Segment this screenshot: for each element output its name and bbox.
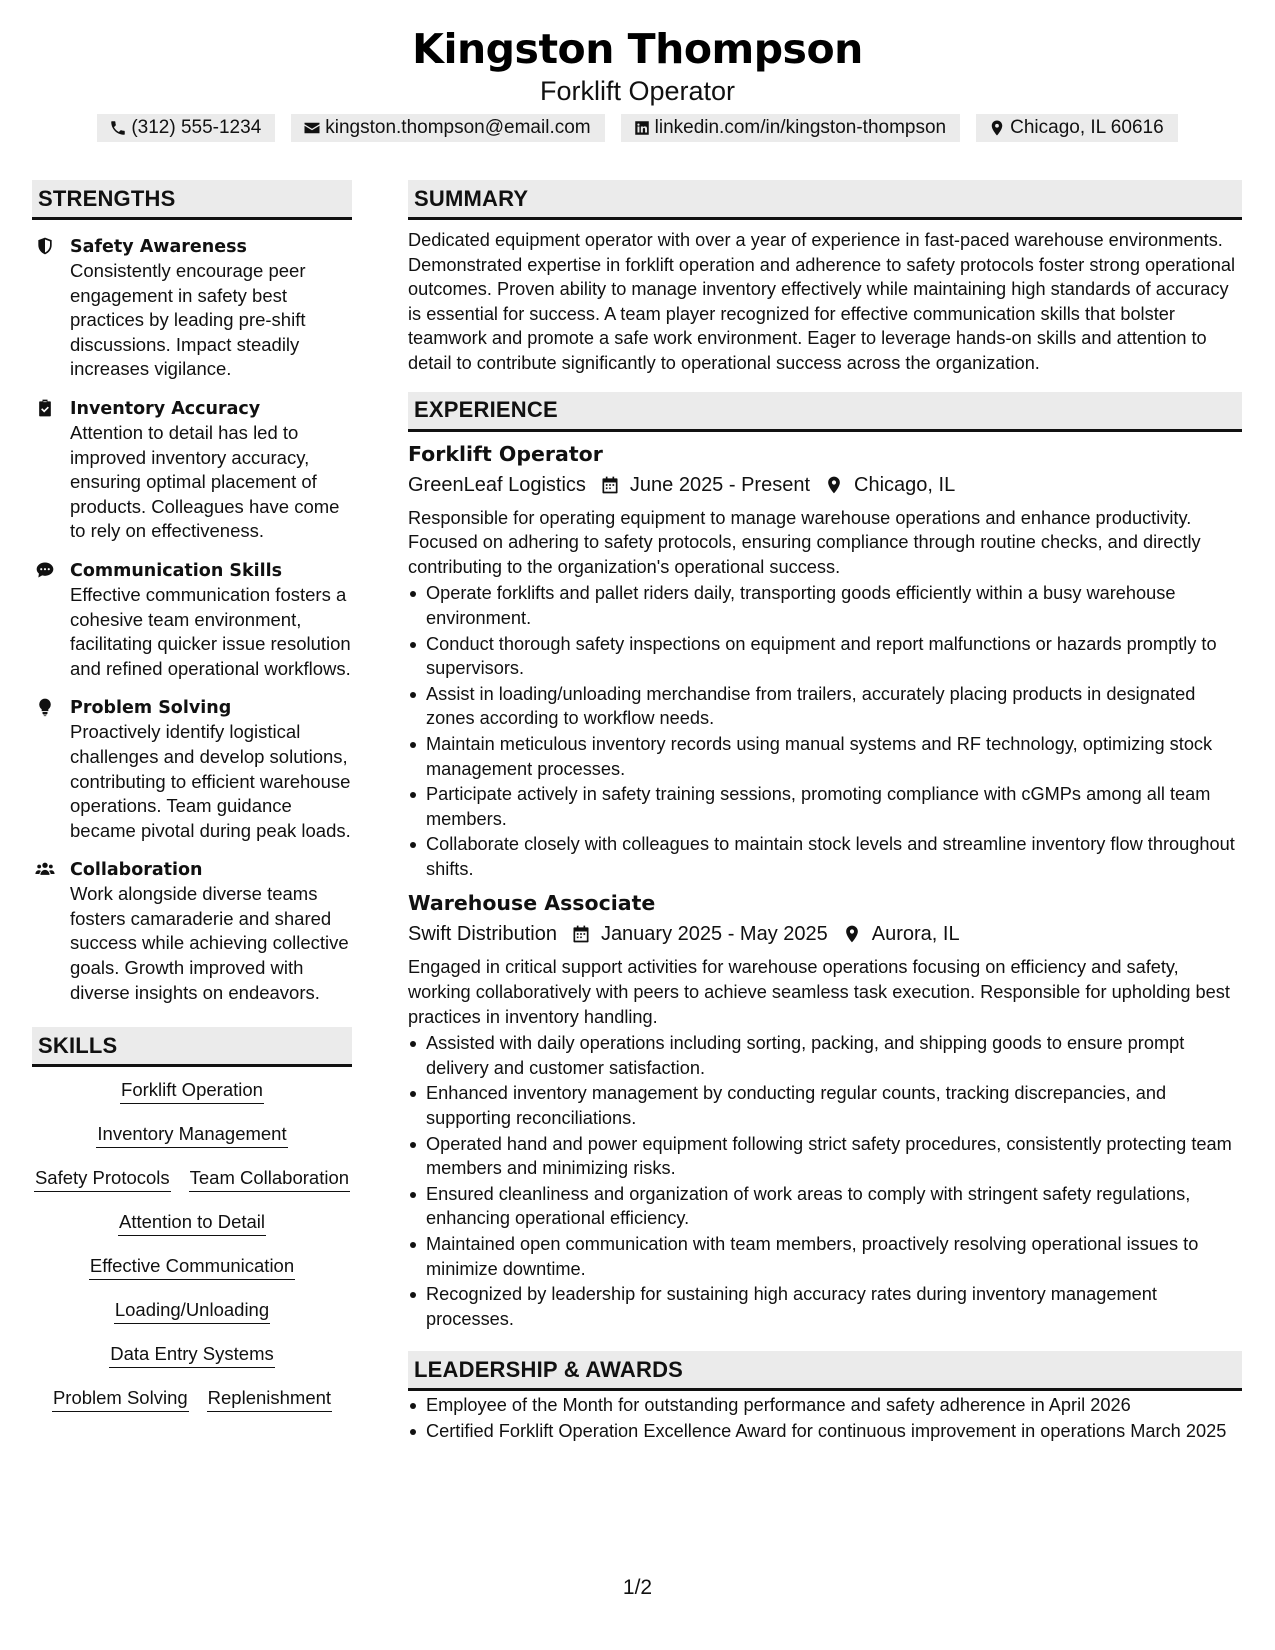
strength-desc: Consistently encourage peer engagement in safety best practices by leading pre-shift discussions. Impact steadily increases vigilance. [70,260,306,380]
skills-list [32,1067,352,1429]
job-description: Engaged in critical support activities for warehouse operations focusing on efficiency and safety, working collaboratively with peers to achieve seamless task execution. Responsible for upholding best practices in inventory handling. [408,957,1230,1027]
job-company: Swift Distribution [408,923,557,946]
contact-phone-text: (312) 555-1234 [131,117,262,138]
bullet-item: Maintain meticulous inventory records using manual systems and RF technology, optimizing stock management processes. [408,732,1242,781]
skills-section [32,1027,352,1429]
strength-desc: Proactively identify logistical challenges and develop solutions, contributing to efficient warehouse operations. Team guidance became pivotal during peak loads. [70,721,351,841]
contact-linkedin-text: linkedin.com/in/kingston-thompson [654,117,947,138]
contact-bar [0,114,1275,142]
strength-title: Communication Skills [70,560,283,581]
award-item: Certified Forklift Operation Excellence Award for continuous improvement in operations March 2025 [408,1419,1242,1444]
strength-item [32,235,352,382]
skills-heading: SKILLS [32,1027,352,1067]
bullet-item: Assist in loading/unloading merchandise from trailers, accurately placing products in designated zones according to workflow needs. [408,682,1242,731]
awards-heading: LEADERSHIP & AWARDS [408,1351,1242,1391]
job-meta [408,470,1242,500]
candidate-role: Forklift Operator [539,76,736,106]
location-pin-icon [842,924,862,944]
page-number: 1/2 [622,1576,653,1599]
strength-title: Collaboration [70,860,203,881]
contact-email[interactable] [291,114,604,142]
left-column [32,180,352,1429]
job-meta [408,919,1242,949]
bullet-item: Enhanced inventory management by conducting regular counts, tracking discrepancies, and supporting reconciliations. [408,1081,1242,1130]
skill-tag: Loading/Unloading [114,1297,270,1324]
calendar-icon [600,475,620,495]
bullet-item: Participate actively in safety training sessions, promoting compliance with cGMPs among all team members. [408,782,1242,831]
candidate-name: Kingston Thompson [412,25,863,73]
job-bullets [408,581,1242,881]
job-dates: January 2025 - May 2025 [600,923,828,946]
skill-tag: Data Entry Systems [109,1341,274,1368]
location-pin-icon [824,475,844,495]
bullet-item: Maintained open communication with team members, proactively resolving operational issues to minimize downtime. [408,1232,1242,1281]
job-entry [408,440,1242,882]
job-company: GreenLeaf Logistics [408,473,586,496]
location-pin-icon [988,119,1006,137]
bullet-item: Ensured cleanliness and organization of work areas to comply with stringent safety regulations, enhancing operational efficiency. [408,1182,1242,1231]
bullet-item: Assisted with daily operations including sorting, packing, and shipping goods to ensure prompt delivery and customer satisfaction. [408,1031,1242,1080]
awards-list [408,1393,1242,1443]
comments-icon [35,560,55,580]
job-bullets [408,1031,1242,1331]
contact-email-text: kingston.thompson@email.com [325,117,591,138]
phone-icon [109,119,127,137]
skill-tag: Replenishment [207,1385,332,1412]
strength-desc: Attention to detail has led to improved inventory accuracy, ensuring optimal placement of products. Colleagues have come to rely on effectiveness. [70,421,340,542]
skill-tag: Team Collaboration [189,1165,350,1192]
strength-title: Safety Awareness [70,237,247,257]
calendar-icon [571,924,591,944]
clipboard-check-icon [35,398,55,418]
linkedin-icon [633,119,651,137]
skill-tag: Safety Protocols [34,1165,171,1192]
strength-item [32,696,352,843]
job-entry [408,889,1242,1331]
job-location: Aurora, IL [871,923,960,946]
experience-heading: EXPERIENCE [408,392,1242,432]
strength-item [32,397,352,544]
contact-phone[interactable] [97,114,275,142]
resume-header [0,22,1275,106]
job-title: Warehouse Associate [408,891,656,916]
skill-tag: Forklift Operation [120,1077,264,1104]
strength-desc: Effective communication fosters a cohesive team environment, facilitating quicker issue resolution and refined operational workflows. [70,583,351,679]
shield-icon [35,236,55,256]
strength-item [32,559,352,681]
job-dates: June 2025 - Present [629,473,811,496]
users-icon [35,859,55,879]
job-location: Chicago, IL [854,473,956,496]
strength-title: Problem Solving [70,698,232,719]
strengths-heading: STRENGTHS [32,180,352,220]
contact-linkedin[interactable] [621,114,961,142]
bullet-item: Operated hand and power equipment following strict safety procedures, consistently protecting team members and minimizing risks. [408,1132,1242,1181]
skill-tag: Effective Communication [89,1253,295,1280]
summary-heading: SUMMARY [408,180,1242,220]
right-column [408,180,1242,1445]
strength-title: Inventory Accuracy [70,398,261,419]
contact-location-text: Chicago, IL 60616 [1010,117,1164,138]
lightbulb-icon [35,697,55,717]
contact-location [976,114,1178,142]
bullet-item: Recognized by leadership for sustaining high accuracy rates during inventory management processes. [408,1282,1242,1331]
skill-tag: Inventory Management [96,1121,287,1148]
strength-desc: Work alongside diverse teams fosters camaraderie and shared success while achieving collective goals. Growth improved with diverse insights on endeavors. [70,883,349,1003]
summary-text: Dedicated equipment operator with over a year of experience in fast-paced warehouse environments. Demonstrated expertise in forklift operation and adherence to safety protocols foster strong operational outcomes. Proven ability to manage inventory effectively while maintaining high standards of accuracy is essential for success. A team player recognized for effective communication skills that bolster teamwork and promote a safe work environment. Eager to leverage hands-on skills and attention to detail to contribute significantly to operational success across the organization. [408,230,1235,373]
bullet-item: Collaborate closely with colleagues to maintain stock levels and streamline inventory flow throughout shifts. [408,832,1242,881]
envelope-icon [303,119,321,137]
bullet-item: Conduct thorough safety inspections on equipment and report malfunctions or hazards promptly to supervisors. [408,632,1242,681]
bullet-item: Operate forklifts and pallet riders daily, transporting goods efficiently within a busy warehouse environment. [408,581,1242,630]
skill-tag: Attention to Detail [118,1209,266,1236]
award-item: Employee of the Month for outstanding performance and safety adherence in April 2026 [408,1393,1242,1418]
skill-tag: Problem Solving [52,1385,189,1412]
job-description: Responsible for operating equipment to manage warehouse operations and enhance productivity. Focused on adhering to safety protocols, ensuring compliance through routine checks, and directly contributing to the organization's operational success. [408,507,1201,577]
job-title: Forklift Operator [408,441,603,466]
strength-item [32,858,352,1005]
